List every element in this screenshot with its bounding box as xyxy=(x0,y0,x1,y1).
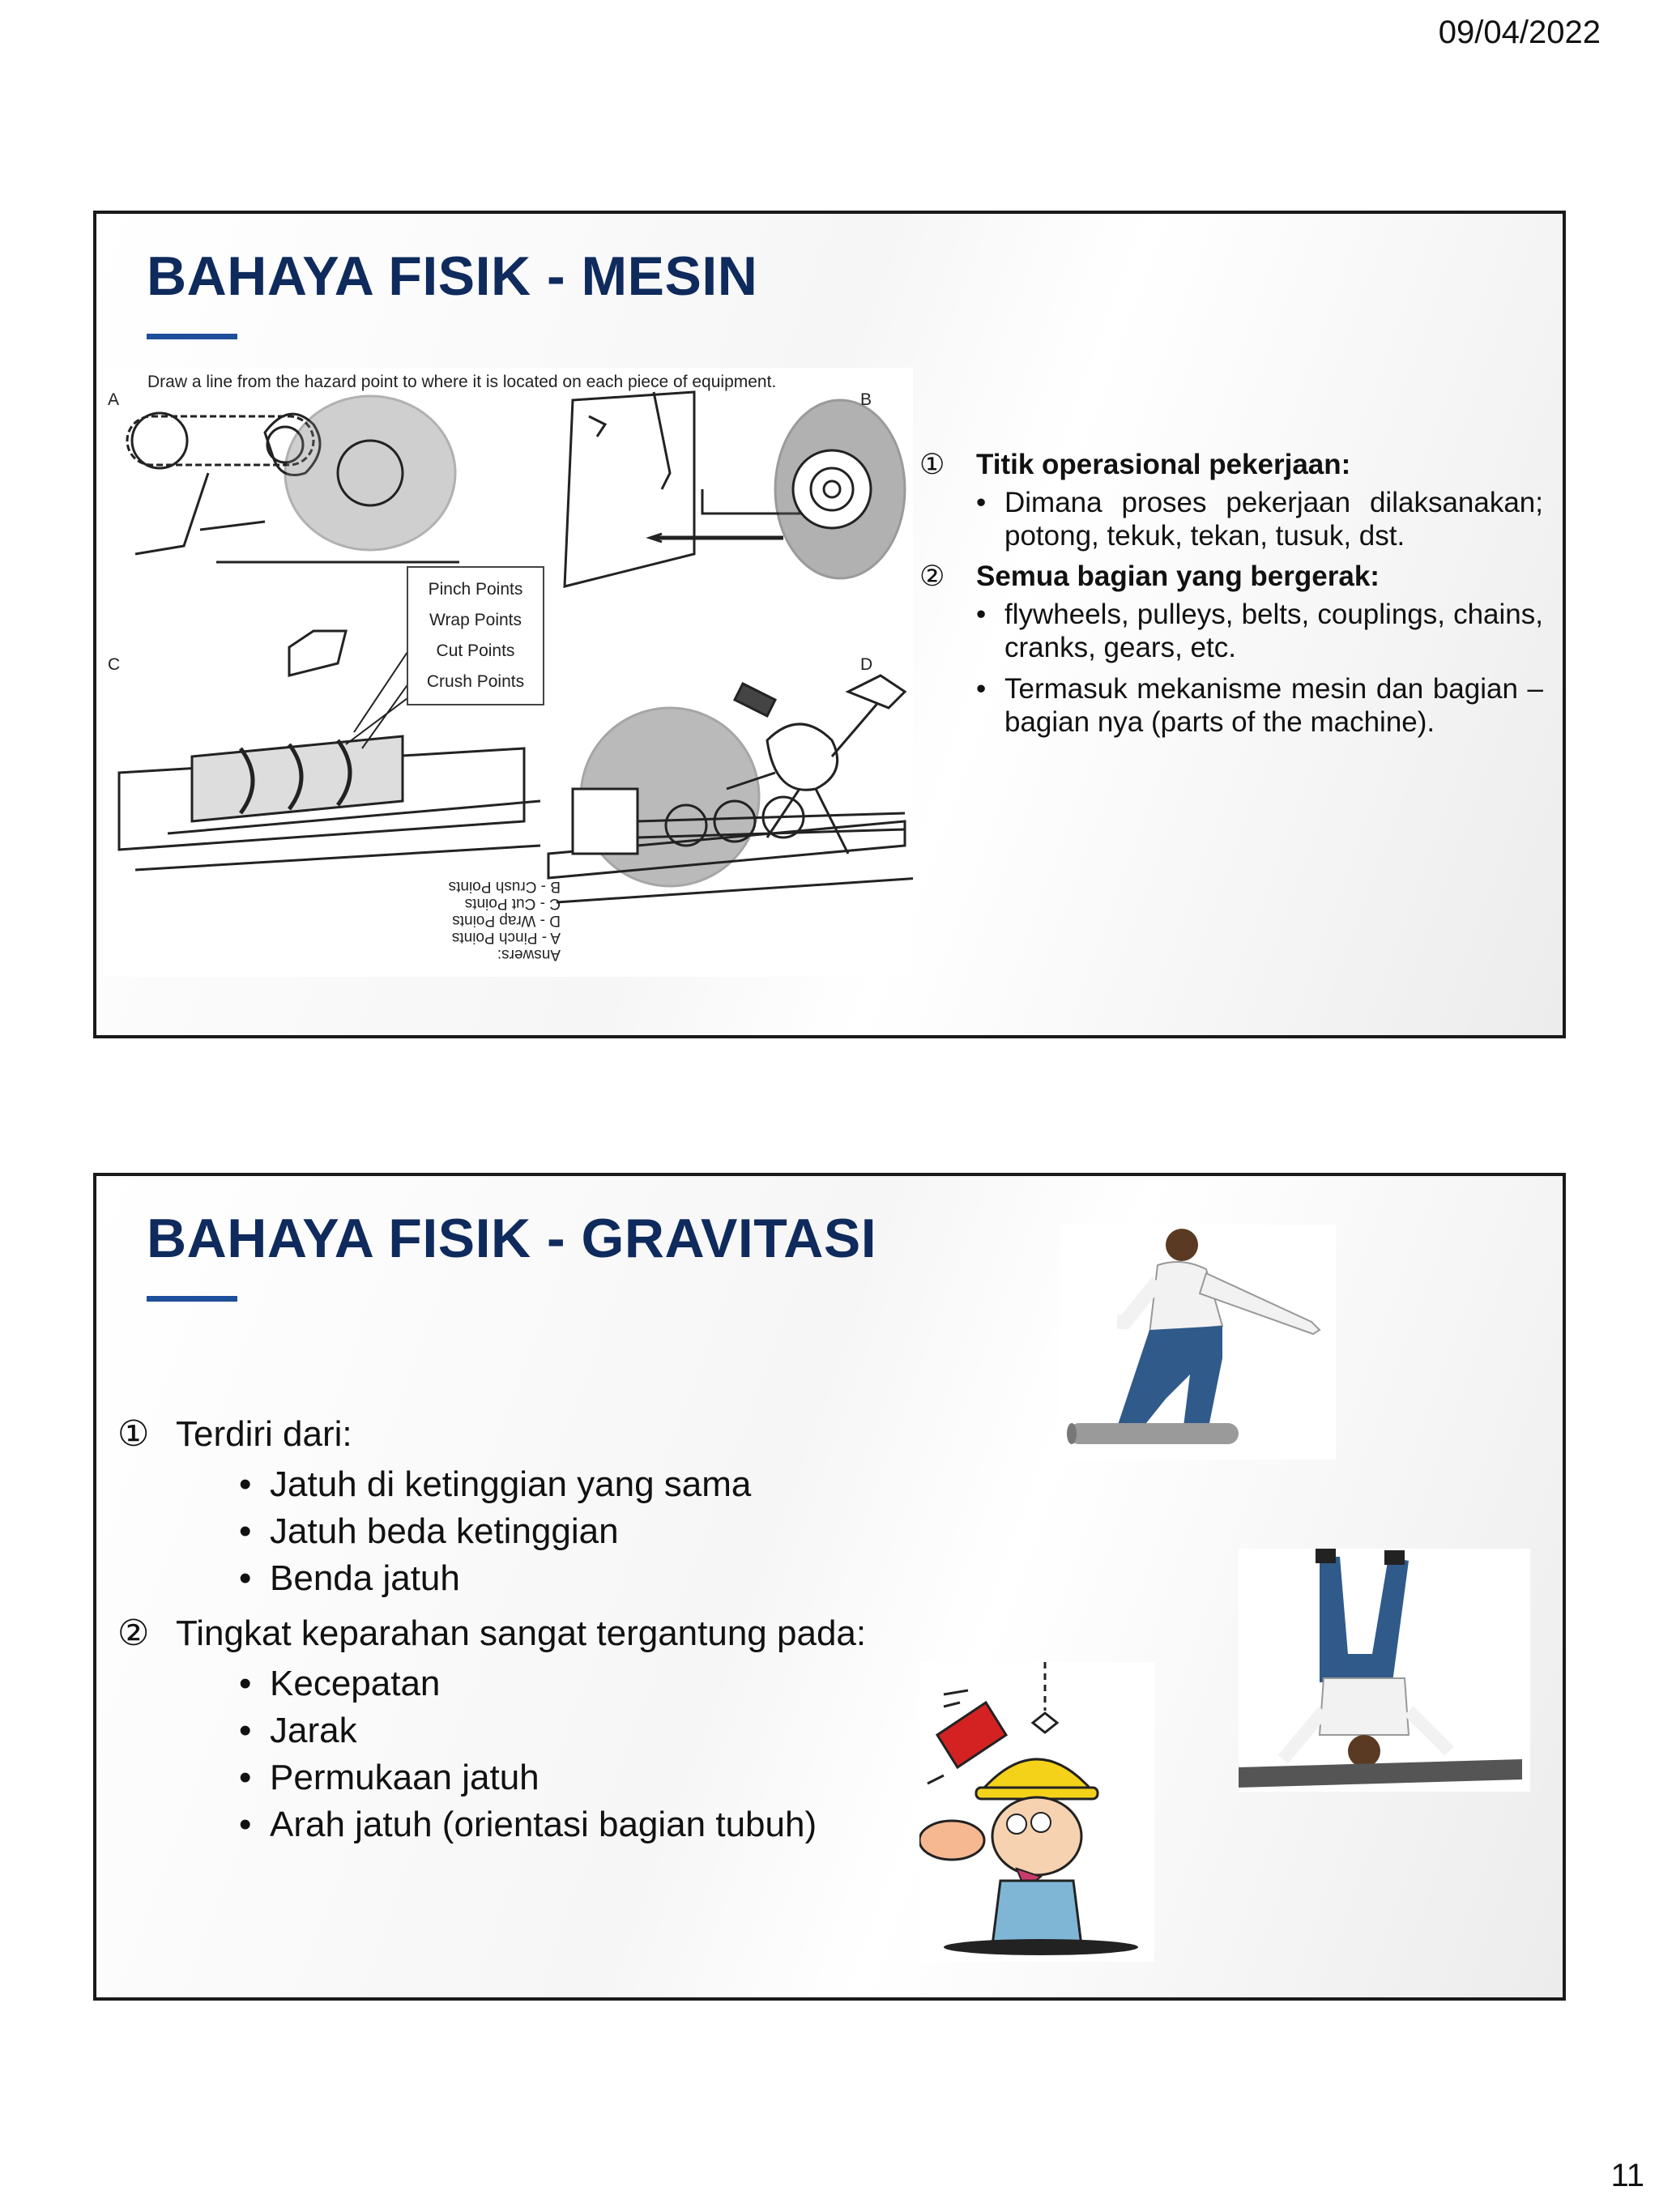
answers-title: Answers: xyxy=(497,946,561,963)
circled-number: ② xyxy=(919,560,945,592)
sub-point-text: Jatuh beda ketinggian xyxy=(270,1511,619,1551)
sub-point xyxy=(117,1707,1009,1754)
circled-number: ① xyxy=(919,449,945,480)
point-item xyxy=(117,1610,1009,1657)
point-text: Tingkat keparahan sangat tergantung pada: xyxy=(176,1613,867,1653)
answer-line: D - Wrap Points xyxy=(452,912,561,929)
sub-point-text: Jarak xyxy=(270,1711,357,1750)
mesin-bullet-list xyxy=(919,449,1543,747)
bullet-icon: • xyxy=(239,1664,252,1703)
gravitasi-bullet-list xyxy=(117,1411,1009,1848)
hazard-options-box xyxy=(407,566,544,705)
bullet-icon: • xyxy=(976,487,987,518)
worksheet-instruction: Draw a line from the hazard point to where it is located on each piece of equipment. xyxy=(147,373,777,391)
sub-point-text: flywheels, pulleys, belts, couplings, chains, cranks, gears, etc. xyxy=(1004,599,1543,663)
sub-point-text: Benda jatuh xyxy=(270,1558,460,1598)
point-item xyxy=(919,560,1543,593)
sub-point xyxy=(919,672,1543,739)
bullet-icon: • xyxy=(239,1758,252,1797)
point-item xyxy=(117,1411,1009,1458)
slide-title: BAHAYA FISIK - GRAVITASI xyxy=(147,1208,877,1269)
sub-point-text: Jatuh di ketinggian yang sama xyxy=(270,1464,752,1504)
sub-point xyxy=(117,1660,1009,1707)
bullet-icon: • xyxy=(239,1511,252,1551)
point-heading: Semua bagian yang bergerak: xyxy=(976,560,1380,592)
falling-man-figure xyxy=(1239,1549,1530,1792)
sub-point xyxy=(117,1555,1009,1602)
answer-line: A - Pinch Points xyxy=(451,929,561,946)
slide-mesin xyxy=(93,211,1566,1038)
upside-down-answers xyxy=(399,878,561,963)
sub-point-text: Arah jatuh (orientasi bagian tubuh) xyxy=(270,1805,817,1844)
label-d: D xyxy=(860,655,873,674)
point-heading: Titik operasional pekerjaan: xyxy=(976,449,1351,480)
sub-point xyxy=(117,1508,1009,1555)
option-pinch-points: Pinch Points xyxy=(428,580,523,599)
slide-title: BAHAYA FISIK - MESIN xyxy=(147,245,758,307)
slipping-man-figure xyxy=(1060,1225,1336,1460)
bullet-icon: • xyxy=(239,1558,252,1598)
option-crush-points: Crush Points xyxy=(426,672,525,691)
point-item xyxy=(919,449,1543,481)
machine-hazard-worksheet xyxy=(103,368,913,977)
sub-point xyxy=(117,1461,1009,1508)
label-a: A xyxy=(108,390,120,409)
answer-line: C - Cut Points xyxy=(464,895,561,912)
sub-point-text: Permukaan jatuh xyxy=(270,1758,539,1797)
title-underline xyxy=(147,1296,237,1302)
bullet-icon: • xyxy=(239,1805,252,1844)
sub-point-text: Termasuk mekanisme mesin dan bagian – bagian nya (parts of the machine). xyxy=(1004,673,1543,738)
sub-point-text: Dimana proses pekerjaan dilaksanakan; potong, tekuk, tekan, tusuk, dst. xyxy=(1004,487,1543,552)
sub-point xyxy=(117,1754,1009,1801)
bullet-icon: • xyxy=(239,1464,252,1504)
bullet-icon: • xyxy=(976,599,987,630)
sub-point-text: Kecepatan xyxy=(270,1664,441,1703)
label-b: B xyxy=(860,390,872,409)
option-wrap-points: Wrap Points xyxy=(429,611,522,629)
bullet-icon: • xyxy=(976,673,987,705)
point-text: Terdiri dari: xyxy=(176,1414,352,1454)
sub-point xyxy=(919,598,1543,664)
label-c: C xyxy=(108,655,121,674)
sub-point xyxy=(919,486,1543,552)
answer-line: B - Crush Points xyxy=(448,878,561,895)
sub-point xyxy=(117,1801,1009,1848)
bullet-icon: • xyxy=(239,1711,252,1750)
slide-gravitasi xyxy=(93,1173,1566,2001)
title-underline xyxy=(147,334,237,339)
page-number: 11 xyxy=(1610,2158,1644,2193)
circled-number: ① xyxy=(117,1414,150,1454)
page-date: 09/04/2022 xyxy=(1438,15,1601,50)
circled-number: ② xyxy=(117,1613,150,1653)
falling-object-cartoon xyxy=(919,1662,1154,1962)
option-cut-points: Cut Points xyxy=(436,641,515,660)
